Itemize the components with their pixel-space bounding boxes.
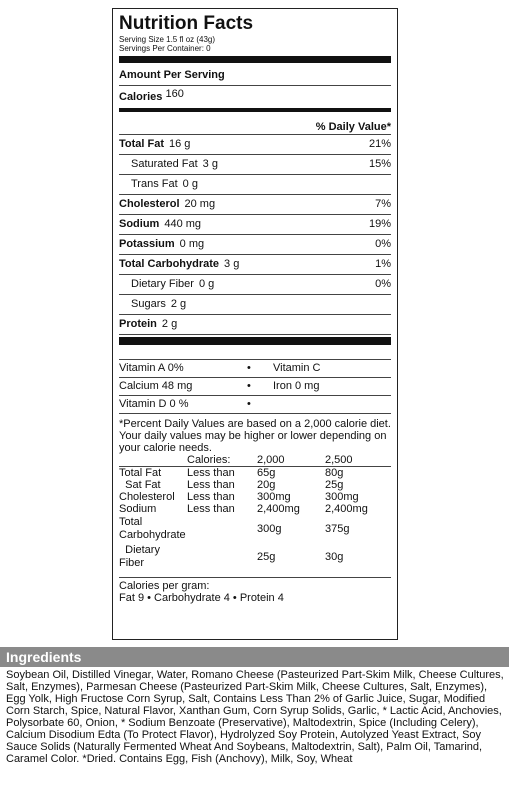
nutrient-label: Total Fat <box>119 138 165 150</box>
vitamin-row <box>119 396 391 414</box>
dv-table-cell: Less than <box>187 479 235 491</box>
nutrient-row <box>119 215 391 235</box>
dv-table-row <box>119 503 391 515</box>
dv-table-cell <box>187 543 257 571</box>
nutrient-row <box>119 195 391 215</box>
nutrient-value: 440 mg <box>164 218 202 230</box>
nutrient-row <box>119 275 391 295</box>
nutrient-dv: 0% <box>375 238 391 250</box>
dv-table-row <box>119 479 391 491</box>
dv-table-cell: Total Fat <box>119 467 162 479</box>
dv-table-cell: 2,400mg <box>257 503 300 515</box>
nutrition-title: Nutrition Facts <box>119 13 254 34</box>
nutrient-label: Sodium <box>119 218 160 230</box>
dv-table-cell: 300mg <box>257 491 291 503</box>
dv-table-cell: Less than <box>187 491 235 503</box>
nutrient-label: Potassium <box>119 238 175 250</box>
dv-table-cell <box>119 454 187 467</box>
nutrient-dv: 0% <box>375 278 391 290</box>
vitamin-row <box>119 360 391 378</box>
nutrient-label: Sugars <box>131 298 166 310</box>
nutrient-row <box>119 175 391 195</box>
dv-table-cell: 80g <box>325 467 344 479</box>
nutrient-value: 2 g <box>161 318 178 330</box>
dv-table-cell: 30g <box>325 551 344 563</box>
dv-table-cell: Sat Fat <box>119 479 161 491</box>
nutrient-label: Dietary Fiber <box>131 278 194 290</box>
nutrient-row <box>119 155 391 175</box>
dv-table-cell: Less than <box>187 467 235 479</box>
dv-table-cell: Total Carbohydrate <box>119 516 186 541</box>
dv-table-cell: Cholesterol <box>119 491 175 503</box>
cal-per-gram-title: Calories per gram: <box>119 580 210 592</box>
servings-per-container: Servings Per Container: 0 <box>119 44 211 53</box>
footnote: *Percent Daily Values are based on a 2,000 calorie diet. Your daily values may be higher or lower depending on your calorie needs. <box>119 418 391 454</box>
dv-table-cell: 2,500 <box>325 454 353 466</box>
vitamin-row <box>119 378 391 396</box>
spacer <box>119 345 391 360</box>
nutrient-row <box>119 315 391 335</box>
calories-row <box>119 86 391 108</box>
nutrient-dv: 21% <box>368 138 391 150</box>
nutrient-value: 0 g <box>198 278 215 290</box>
nutrient-value: 0 mg <box>179 238 205 250</box>
daily-values-table <box>119 454 391 571</box>
dv-table-cell: Calories: <box>187 454 231 466</box>
nutrient-label: Trans Fat <box>131 178 178 190</box>
divider-thick <box>119 56 391 63</box>
nutrient-row <box>119 135 391 155</box>
nutrient-value: 16 g <box>169 138 191 150</box>
dv-table-cell: Sodium <box>119 503 157 515</box>
nutrient-row <box>119 295 391 315</box>
dv-table-cell: 2,400mg <box>325 503 368 515</box>
divider-thick-2 <box>119 337 391 345</box>
calories-label: Calories <box>119 91 163 103</box>
vitamin-dot: • <box>247 362 251 374</box>
nutrition-facts-panel <box>112 8 398 640</box>
vitamin-left: Calcium 48 mg <box>119 380 193 392</box>
nutrient-value: 3 g <box>202 158 218 170</box>
dv-table-header <box>119 454 391 467</box>
dv-table-cell: 25g <box>257 551 276 563</box>
nutrient-dv: 1% <box>375 258 391 270</box>
nutrient-label: Saturated Fat <box>131 158 198 170</box>
calories-value: 160 <box>165 88 184 100</box>
dv-header: % Daily Value* <box>119 112 391 135</box>
nutrient-value: 3 g <box>224 258 240 270</box>
amount-per-serving: Amount Per Serving <box>119 63 391 86</box>
serving-size: Serving Size 1.5 fl oz (43g) <box>119 35 216 44</box>
nutrient-row <box>119 255 391 275</box>
dv-table-row <box>119 467 391 480</box>
nutrient-dv: 15% <box>368 158 391 170</box>
nutrient-label: Cholesterol <box>119 198 180 210</box>
dv-table-cell: 300mg <box>325 491 359 503</box>
vitamin-left: Vitamin D 0 % <box>119 398 189 410</box>
ingredients-text: Soybean Oil, Distilled Vinegar, Water, Romano Cheese (Pasteurized Part-Skim Milk, Cheese Cultures, Salt, Enzymes), Parmesan Cheese (Pasteurized Part-Skim Milk, Cheese Cultures, Salt, Enzymes), Egg Yolk, High Fructose Corn Syrup, Salt, Contains Less Than 2% of Garlic Juice, Sugar, Modified Corn Starch, Spice, Natural Flavor, Xanthan Gum, Corn Syrup Solids, Garlic, * Lactic Acid, Anchovies, Polysorbate 60, Onion, * Sodium Benzoate (Preservative), Maltodextrin, Spice (Including Celery), Calcium Disodium Edta (To Protect Flavor), Hydrolyzed Soy Protein, Autolyzed Yeast Extract, Soy Sauce Solids (Naturally Fermented Wheat And Soybeans, Maltodextrin, Salt), Palm Oil, Tamarind, Caramel Color. *Dried. Contains Egg, Fish (Anchovy), Milk, Soy, Wheat <box>6 669 504 765</box>
dv-table-cell: 2,000 <box>257 454 285 466</box>
nutrient-list <box>119 135 391 335</box>
nutrient-value: 0 g <box>182 178 198 190</box>
dv-table-cell: Dietary Fiber <box>119 544 164 569</box>
dv-table-cell: 65g <box>257 467 276 479</box>
nutrient-label: Protein <box>119 318 157 330</box>
vitamin-right: Iron 0 mg <box>273 380 320 392</box>
calories-per-gram <box>119 577 391 604</box>
nutrient-row <box>119 235 391 255</box>
dv-table-cell: Less than <box>187 503 235 515</box>
ingredients-header: Ingredients <box>0 647 509 667</box>
vitamin-dot: • <box>247 380 251 392</box>
dv-table-row <box>119 515 391 543</box>
cal-per-gram-values: Fat 9 • Carbohydrate 4 • Protein 4 <box>119 592 284 604</box>
vitamin-dot: • <box>247 398 251 410</box>
vitamin-right: Vitamin C <box>273 362 321 374</box>
nutrient-value: 2 g <box>170 298 187 310</box>
dv-table-cell: 25g <box>325 479 344 491</box>
vitamin-list <box>119 360 391 414</box>
nutrient-value: 20 mg <box>184 198 216 210</box>
dv-table-cell: 375g <box>325 523 350 535</box>
dv-table-row <box>119 543 391 571</box>
nutrient-label: Total Carbohydrate <box>119 258 220 270</box>
dv-table-cell <box>187 515 257 543</box>
dv-table-cell: 300g <box>257 523 282 535</box>
nutrient-dv: 19% <box>368 218 391 230</box>
dv-table-cell: 20g <box>257 479 276 491</box>
nutrient-dv: 7% <box>375 198 391 210</box>
vitamin-left: Vitamin A 0% <box>119 362 184 374</box>
dv-table-row <box>119 491 391 503</box>
